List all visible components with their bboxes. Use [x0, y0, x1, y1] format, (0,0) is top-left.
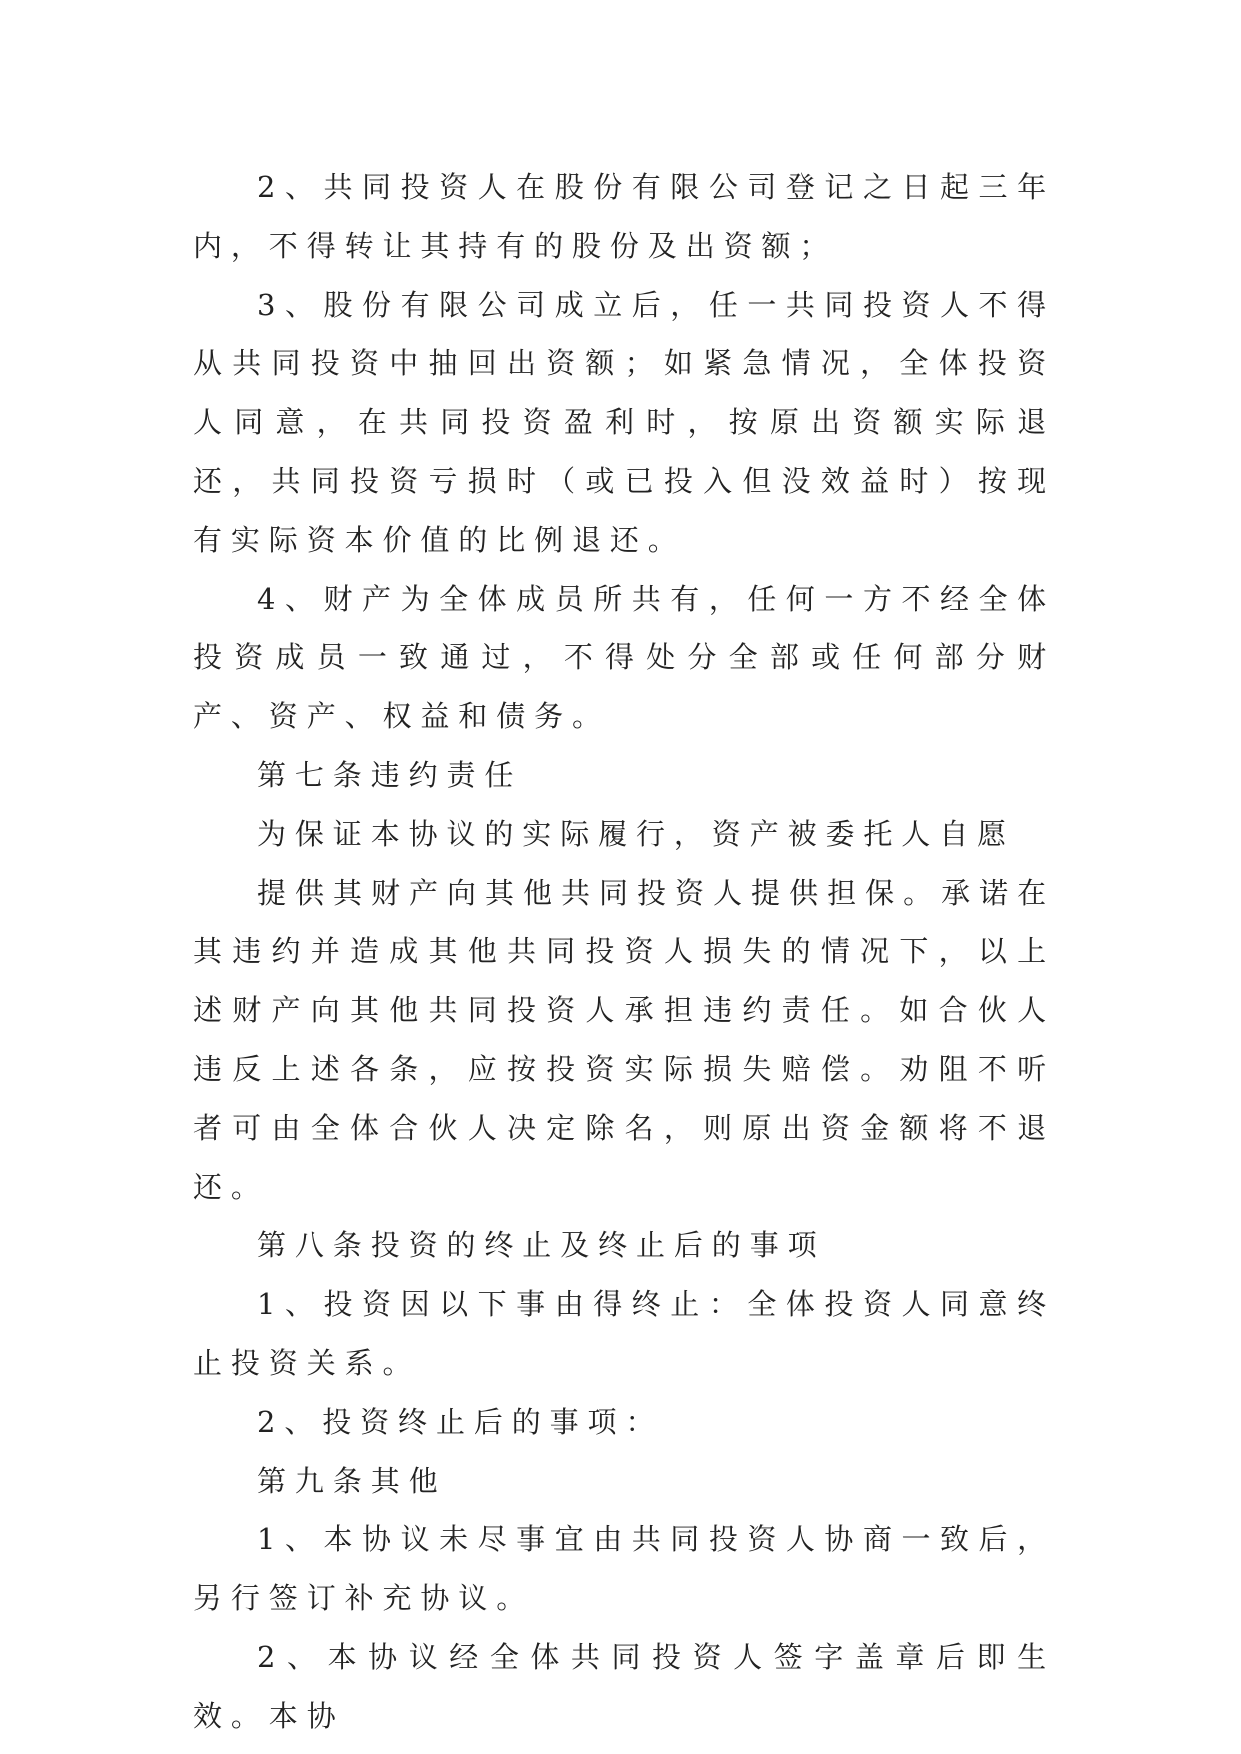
- clause-6-item-2: 2、共同投资人在股份有限公司登记之日起三年内，不得转让其持有的股份及出资额；: [193, 170, 1055, 263]
- clause-9-heading: 第九条其他: [257, 1463, 447, 1498]
- clause-7-heading: 第七条违约责任: [257, 757, 523, 792]
- clause-8-item-2: 2、投资终止后的事项：: [257, 1404, 664, 1439]
- clause-9-item-1: 1、本协议未尽事宜由共同投资人协商一致后，另行签订补充协议。: [193, 1522, 1055, 1616]
- clause-8-item-1: 1、投资因以下事由得终止：全体投资人同意终止投资关系。: [193, 1287, 1055, 1380]
- document-body: [193, 158, 1055, 1746]
- clause-7-text-line: 为保证本协议的实际履行，资产被委托人自愿: [257, 816, 1016, 851]
- clause-6-item-4: 4、财产为全体成员所共有，任何一方不经全体投资成员一致通过，不得处分全部或任何部分财产、资产、权益和债务。: [193, 581, 1055, 734]
- clause-8-heading: 第八条投资的终止及终止后的事项: [257, 1228, 826, 1263]
- clause-7-text: 提供其财产向其他共同投资人提供担保。承诺在其违约并造成其他共同投资人损失的情况下，以上述财产向其他共同投资人承担违约责任。如合伙人违反上述各条，应按投资实际损失赔偿。劝阻不听者可由全体合伙人决定除名，则原出资金额将不退还。: [193, 875, 1055, 1204]
- clause-9-item-2: 2、本协议经全体共同投资人签字盖章后即生效。本协: [193, 1639, 1055, 1733]
- clause-6-item-3: 3、股份有限公司成立后，任一共同投资人不得从共同投资中抽回出资额；如紧急情况，全体投资人同意，在共同投资盈利时，按原出资额实际退还，共同投资亏损时（或已投入但没效益时）按现有实际资本价值的比例退还。: [193, 287, 1055, 557]
